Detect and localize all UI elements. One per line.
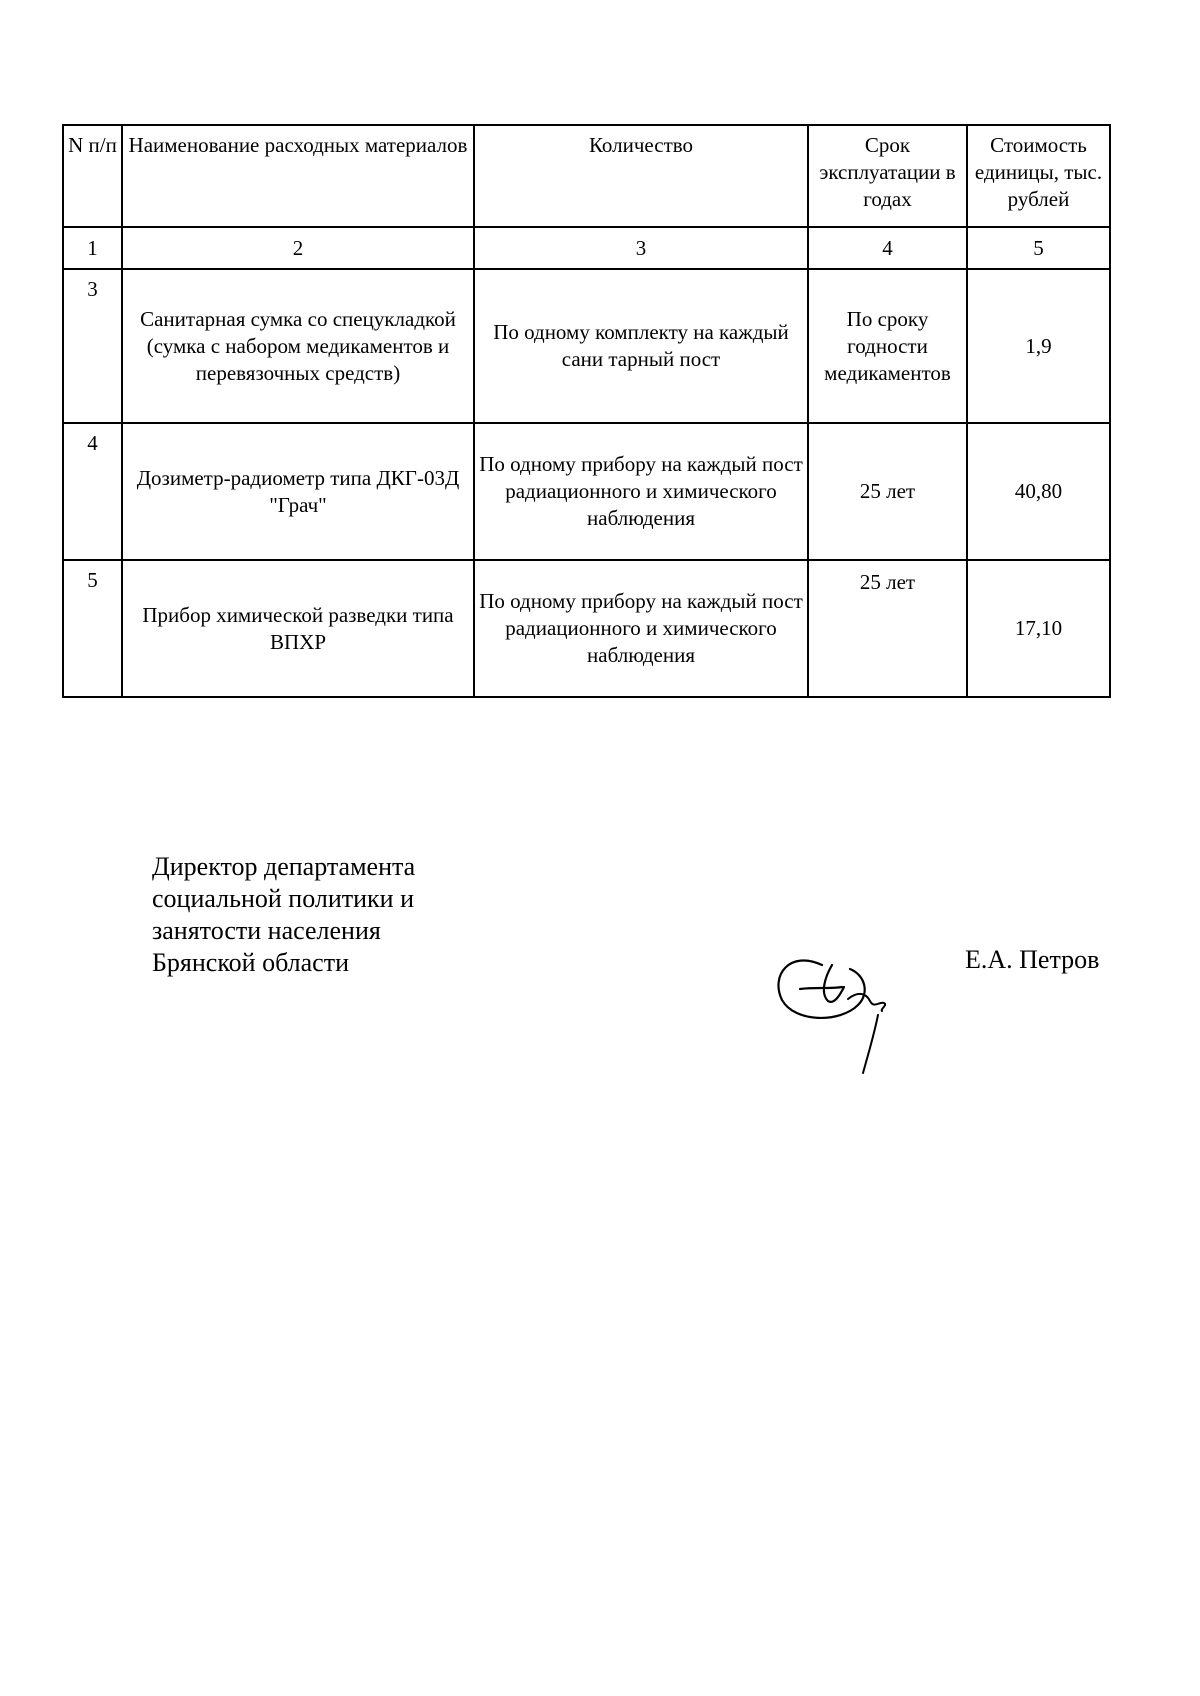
table-header-row [63, 125, 1110, 227]
row-quantity: По одному прибору на каждый пост радиационного и химического наблюдения [474, 423, 808, 560]
signer-title-line: занятости населения [152, 916, 381, 945]
row-name: Прибор химической разведки типа ВПХР [122, 560, 474, 697]
header-quantity: Количество [474, 125, 808, 227]
header-name: Наименование расходных материалов [122, 125, 474, 227]
column-number: 5 [967, 227, 1110, 269]
row-cost: 1,9 [967, 269, 1110, 423]
column-number: 1 [63, 227, 122, 269]
supplies-table [62, 124, 1111, 698]
signer-title-line: Брянской области [152, 948, 349, 977]
row-cost: 40,80 [967, 423, 1110, 560]
table-row [63, 560, 1110, 697]
row-number: 3 [63, 269, 122, 423]
signer-title [152, 851, 572, 979]
row-quantity: По одному комплекту на каждый сани тарный пост [474, 269, 808, 423]
row-term: По сроку годности медикаментов [808, 269, 967, 423]
row-name: Дозиметр-радиометр типа ДКГ-03Д "Грач" [122, 423, 474, 560]
header-number: N п/п [63, 125, 122, 227]
signer-title-line: социальной политики и [152, 884, 414, 913]
row-number: 4 [63, 423, 122, 560]
column-number: 2 [122, 227, 474, 269]
row-term: 25 лет [808, 560, 967, 697]
row-term: 25 лет [808, 423, 967, 560]
handwritten-signature [770, 905, 920, 1075]
column-number: 4 [808, 227, 967, 269]
table-row [63, 423, 1110, 560]
header-cost: Стоимость единицы, тыс. рублей [967, 125, 1110, 227]
signer-name: Е.А. Петров [965, 945, 1100, 974]
column-numbers-row [63, 227, 1110, 269]
row-cost: 17,10 [967, 560, 1110, 697]
signer-title-line: Директор департамента [152, 852, 416, 881]
header-term: Срок эксплуатации в годах [808, 125, 967, 227]
table-row [63, 269, 1110, 423]
row-number: 5 [63, 560, 122, 697]
row-quantity: По одному прибору на каждый пост радиационного и химического наблюдения [474, 560, 808, 697]
column-number: 3 [474, 227, 808, 269]
row-name: Санитарная сумка со спецукладкой (сумка с набором медикаментов и перевязочных средств) [122, 269, 474, 423]
